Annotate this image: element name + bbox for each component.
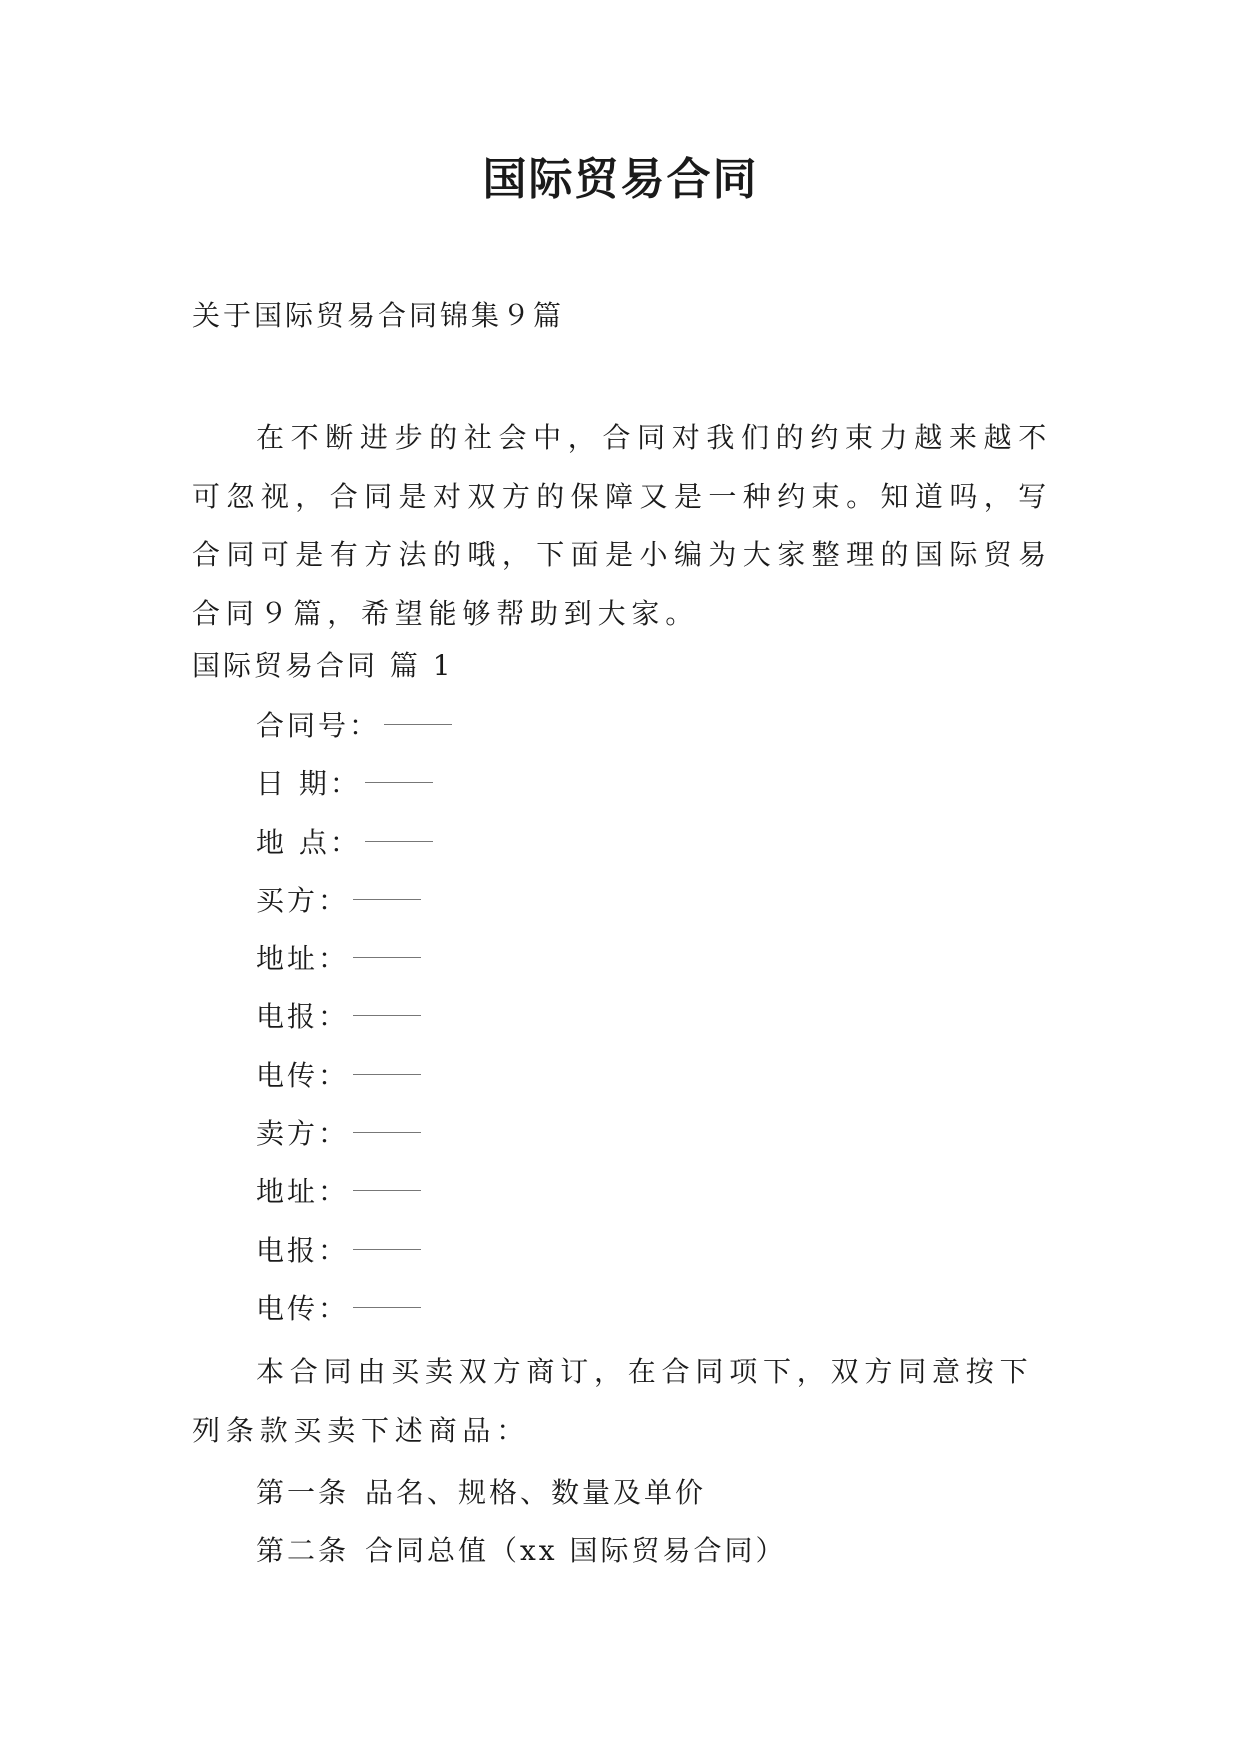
field-contract-number: [256, 704, 452, 762]
field-label: 地 点：: [256, 825, 361, 859]
intro-paragraph: 在不断进步的社会中，合同对我们的约束力越来越不可忽视，合同是对双方的保障又是一种约束。知道吗，写合同可是有方法的哦，下面是小编为大家整理的国际贸易合同９篇，希望能够帮助到大家。: [192, 421, 1052, 630]
field-seller-telex: [256, 1287, 452, 1345]
field-blank: [353, 1229, 421, 1250]
field-label: 合同号：: [256, 709, 381, 742]
field-blank: [353, 1054, 421, 1075]
field-blank: [353, 879, 421, 900]
field-label: 电传：: [256, 1058, 350, 1092]
field-buyer-telegram: [256, 995, 452, 1053]
field-label: 电报：: [256, 1000, 350, 1034]
field-blank: [384, 704, 452, 725]
field-blank: [353, 1170, 421, 1191]
field-label: 地址：: [256, 942, 350, 976]
article-number: 第二条: [256, 1534, 350, 1567]
field-blank: [353, 995, 421, 1016]
article-text: 品名、规格、数量及单价: [365, 1476, 707, 1509]
field-label: 电传：: [256, 1291, 350, 1325]
article-number: 第一条: [256, 1476, 350, 1509]
document-subtitle: 关于国际贸易合同锦集９篇: [192, 299, 565, 332]
field-seller: [256, 1112, 452, 1170]
field-label: 卖方：: [256, 1117, 350, 1151]
field-blank: [353, 937, 421, 958]
field-blank: [353, 1112, 421, 1133]
article-2: [256, 1531, 787, 1571]
document-title: 国际贸易合同: [482, 154, 759, 205]
field-label: 日 期：: [256, 767, 361, 801]
field-buyer: [256, 879, 452, 937]
field-label: 买方：: [256, 883, 350, 917]
field-buyer-telex: [256, 1054, 452, 1112]
field-blank: [353, 1287, 421, 1308]
contract-fields: [256, 704, 452, 1345]
field-blank: [365, 762, 433, 783]
field-place: [256, 821, 452, 879]
field-blank: [365, 821, 433, 842]
article-text: 合同总值（xx 国际贸易合同）: [365, 1534, 787, 1567]
field-buyer-address: [256, 937, 452, 995]
field-label: 地址：: [256, 1175, 350, 1209]
article-1: [256, 1473, 706, 1513]
field-date: [256, 762, 452, 820]
terms-paragraph: 本合同由买卖双方商订，在合同项下，双方同意按下列条款买卖下述商品：: [192, 1355, 1034, 1447]
section-heading: 国际贸易合同 篇 1: [192, 649, 454, 682]
field-seller-telegram: [256, 1229, 452, 1287]
field-label: 电报：: [256, 1233, 350, 1267]
field-seller-address: [256, 1170, 452, 1228]
